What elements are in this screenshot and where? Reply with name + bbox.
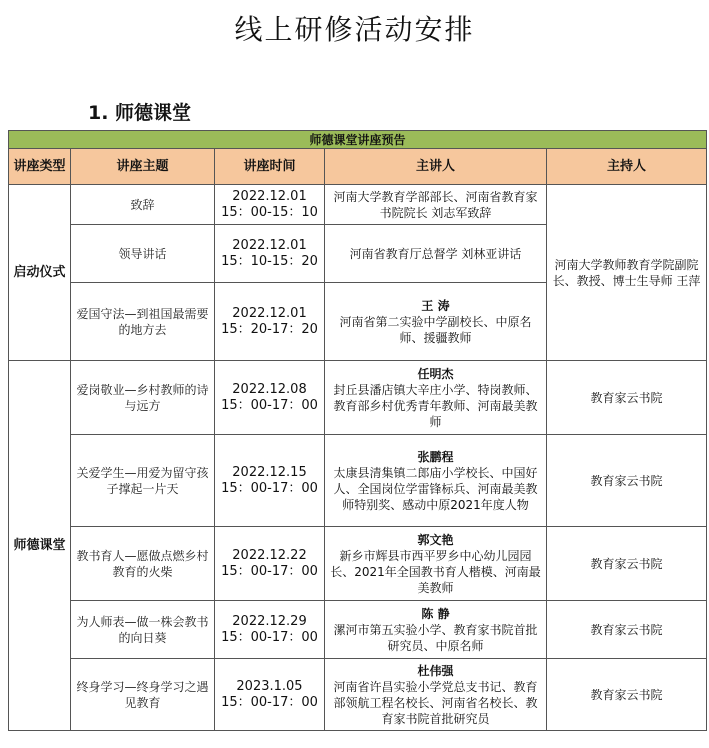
speaker-cell <box>325 283 547 361</box>
header-type: 讲座类型 <box>9 149 71 185</box>
table-row <box>9 601 707 659</box>
table-row <box>9 361 707 435</box>
speaker-desc: 漯河市第五实验小学、教育家书院首批研究员、中原名师 <box>333 622 538 653</box>
speaker-desc: 封丘县潘店镇大辛庄小学、特岗教师、教育部乡村优秀青年教师、河南最美教师 <box>333 382 538 429</box>
type-cell: 师德课堂 <box>9 361 71 731</box>
speaker-name: 张鹏程 <box>417 449 454 464</box>
speaker-cell <box>325 601 547 659</box>
lecture-date: 2022.12.22 <box>232 547 307 563</box>
speaker-cell <box>325 435 547 527</box>
time-cell <box>215 601 325 659</box>
header-time: 讲座时间 <box>215 149 325 185</box>
table-header-row <box>9 149 707 185</box>
host-cell: 教育家云书院 <box>547 527 707 601</box>
speaker-desc: 河南大学教育学部部长、河南省教育家书院院长 刘志军致辞 <box>333 189 538 220</box>
lecture-date: 2022.12.01 <box>232 237 307 253</box>
time-cell <box>215 527 325 601</box>
time-cell <box>215 361 325 435</box>
lecture-date: 2022.12.08 <box>232 381 307 397</box>
table-banner: 师德课堂讲座预告 <box>9 131 707 149</box>
document-title: 线上研修活动安排 <box>234 13 475 46</box>
topic-cell: 为人师表—做一株会教书的向日葵 <box>71 601 215 659</box>
speaker-cell <box>325 527 547 601</box>
time-cell <box>215 225 325 283</box>
speaker-desc: 河南省许昌实验小学党总支书记、教育部领航工程名校长、河南省名校长、教育家书院首批研究员 <box>333 679 538 726</box>
lecture-time: 15：00-17：00 <box>221 397 318 413</box>
header-host: 主持人 <box>547 149 707 185</box>
time-cell <box>215 659 325 731</box>
lecture-time: 15：00-15：10 <box>221 204 318 220</box>
speaker-cell <box>325 659 547 731</box>
lecture-time: 15：00-17：00 <box>221 694 318 710</box>
time-cell <box>215 435 325 527</box>
speaker-cell <box>325 185 547 225</box>
table-row <box>9 435 707 527</box>
speaker-name: 郭文艳 <box>417 532 454 547</box>
table-row <box>9 185 707 225</box>
table-row <box>9 659 707 731</box>
lecture-time: 15：00-17：00 <box>221 563 318 579</box>
speaker-desc: 河南省教育厅总督学 刘林亚讲话 <box>349 246 522 261</box>
header-topic: 讲座主题 <box>71 149 215 185</box>
lecture-date: 2022.12.01 <box>232 188 307 204</box>
time-cell <box>215 185 325 225</box>
lecture-time: 15：00-17：00 <box>221 629 318 645</box>
speaker-desc: 新乡市辉县市西平罗乡中心幼儿园园长、2021年全国教书育人楷模、河南最美教师 <box>330 548 541 595</box>
host-cell: 教育家云书院 <box>547 435 707 527</box>
topic-cell: 爱岗敬业—乡村教师的诗与远方 <box>71 361 215 435</box>
speaker-cell <box>325 225 547 283</box>
time-cell <box>215 283 325 361</box>
table-row <box>9 527 707 601</box>
topic-cell: 终身学习—终身学习之遇见教育 <box>71 659 215 731</box>
lecture-time: 15：20-17：20 <box>221 321 318 337</box>
host-cell: 河南大学教师教育学院副院长、教授、博士生导师 王萍 <box>547 185 707 361</box>
lecture-date: 2022.12.15 <box>232 464 307 480</box>
topic-cell: 爱国守法—到祖国最需要的地方去 <box>71 283 215 361</box>
speaker-name: 杜伟强 <box>417 663 454 678</box>
type-cell: 启动仪式 <box>9 185 71 361</box>
speaker-name: 陈 静 <box>421 606 450 621</box>
host-cell: 教育家云书院 <box>547 601 707 659</box>
speaker-name: 王 涛 <box>421 298 450 313</box>
topic-cell: 致辞 <box>71 185 215 225</box>
topic-cell: 教书育人—愿做点燃乡村教育的火柴 <box>71 527 215 601</box>
speaker-cell <box>325 361 547 435</box>
section-heading: 1. 师德课堂 <box>88 102 192 124</box>
host-cell: 教育家云书院 <box>547 659 707 731</box>
header-speaker: 主讲人 <box>325 149 547 185</box>
table-banner-row <box>9 131 707 149</box>
lecture-date: 2022.12.01 <box>232 305 307 321</box>
speaker-name: 任明杰 <box>417 366 454 381</box>
lecture-date: 2023.1.05 <box>236 678 303 694</box>
lecture-schedule-table <box>8 130 707 731</box>
lecture-time: 15：10-15：20 <box>221 253 318 269</box>
topic-cell: 领导讲话 <box>71 225 215 283</box>
speaker-desc: 河南省第二实验中学副校长、中原名师、援疆教师 <box>339 314 532 345</box>
topic-cell: 关爱学生—用爱为留守孩子撑起一片天 <box>71 435 215 527</box>
speaker-desc: 太康县清集镇二郎庙小学校长、中国好人、全国岗位学雷锋标兵、河南最美教师特别奖、感动中原2021年度人物 <box>333 465 538 512</box>
lecture-date: 2022.12.29 <box>232 613 307 629</box>
lecture-time: 15：00-17：00 <box>221 480 318 496</box>
host-cell: 教育家云书院 <box>547 361 707 435</box>
